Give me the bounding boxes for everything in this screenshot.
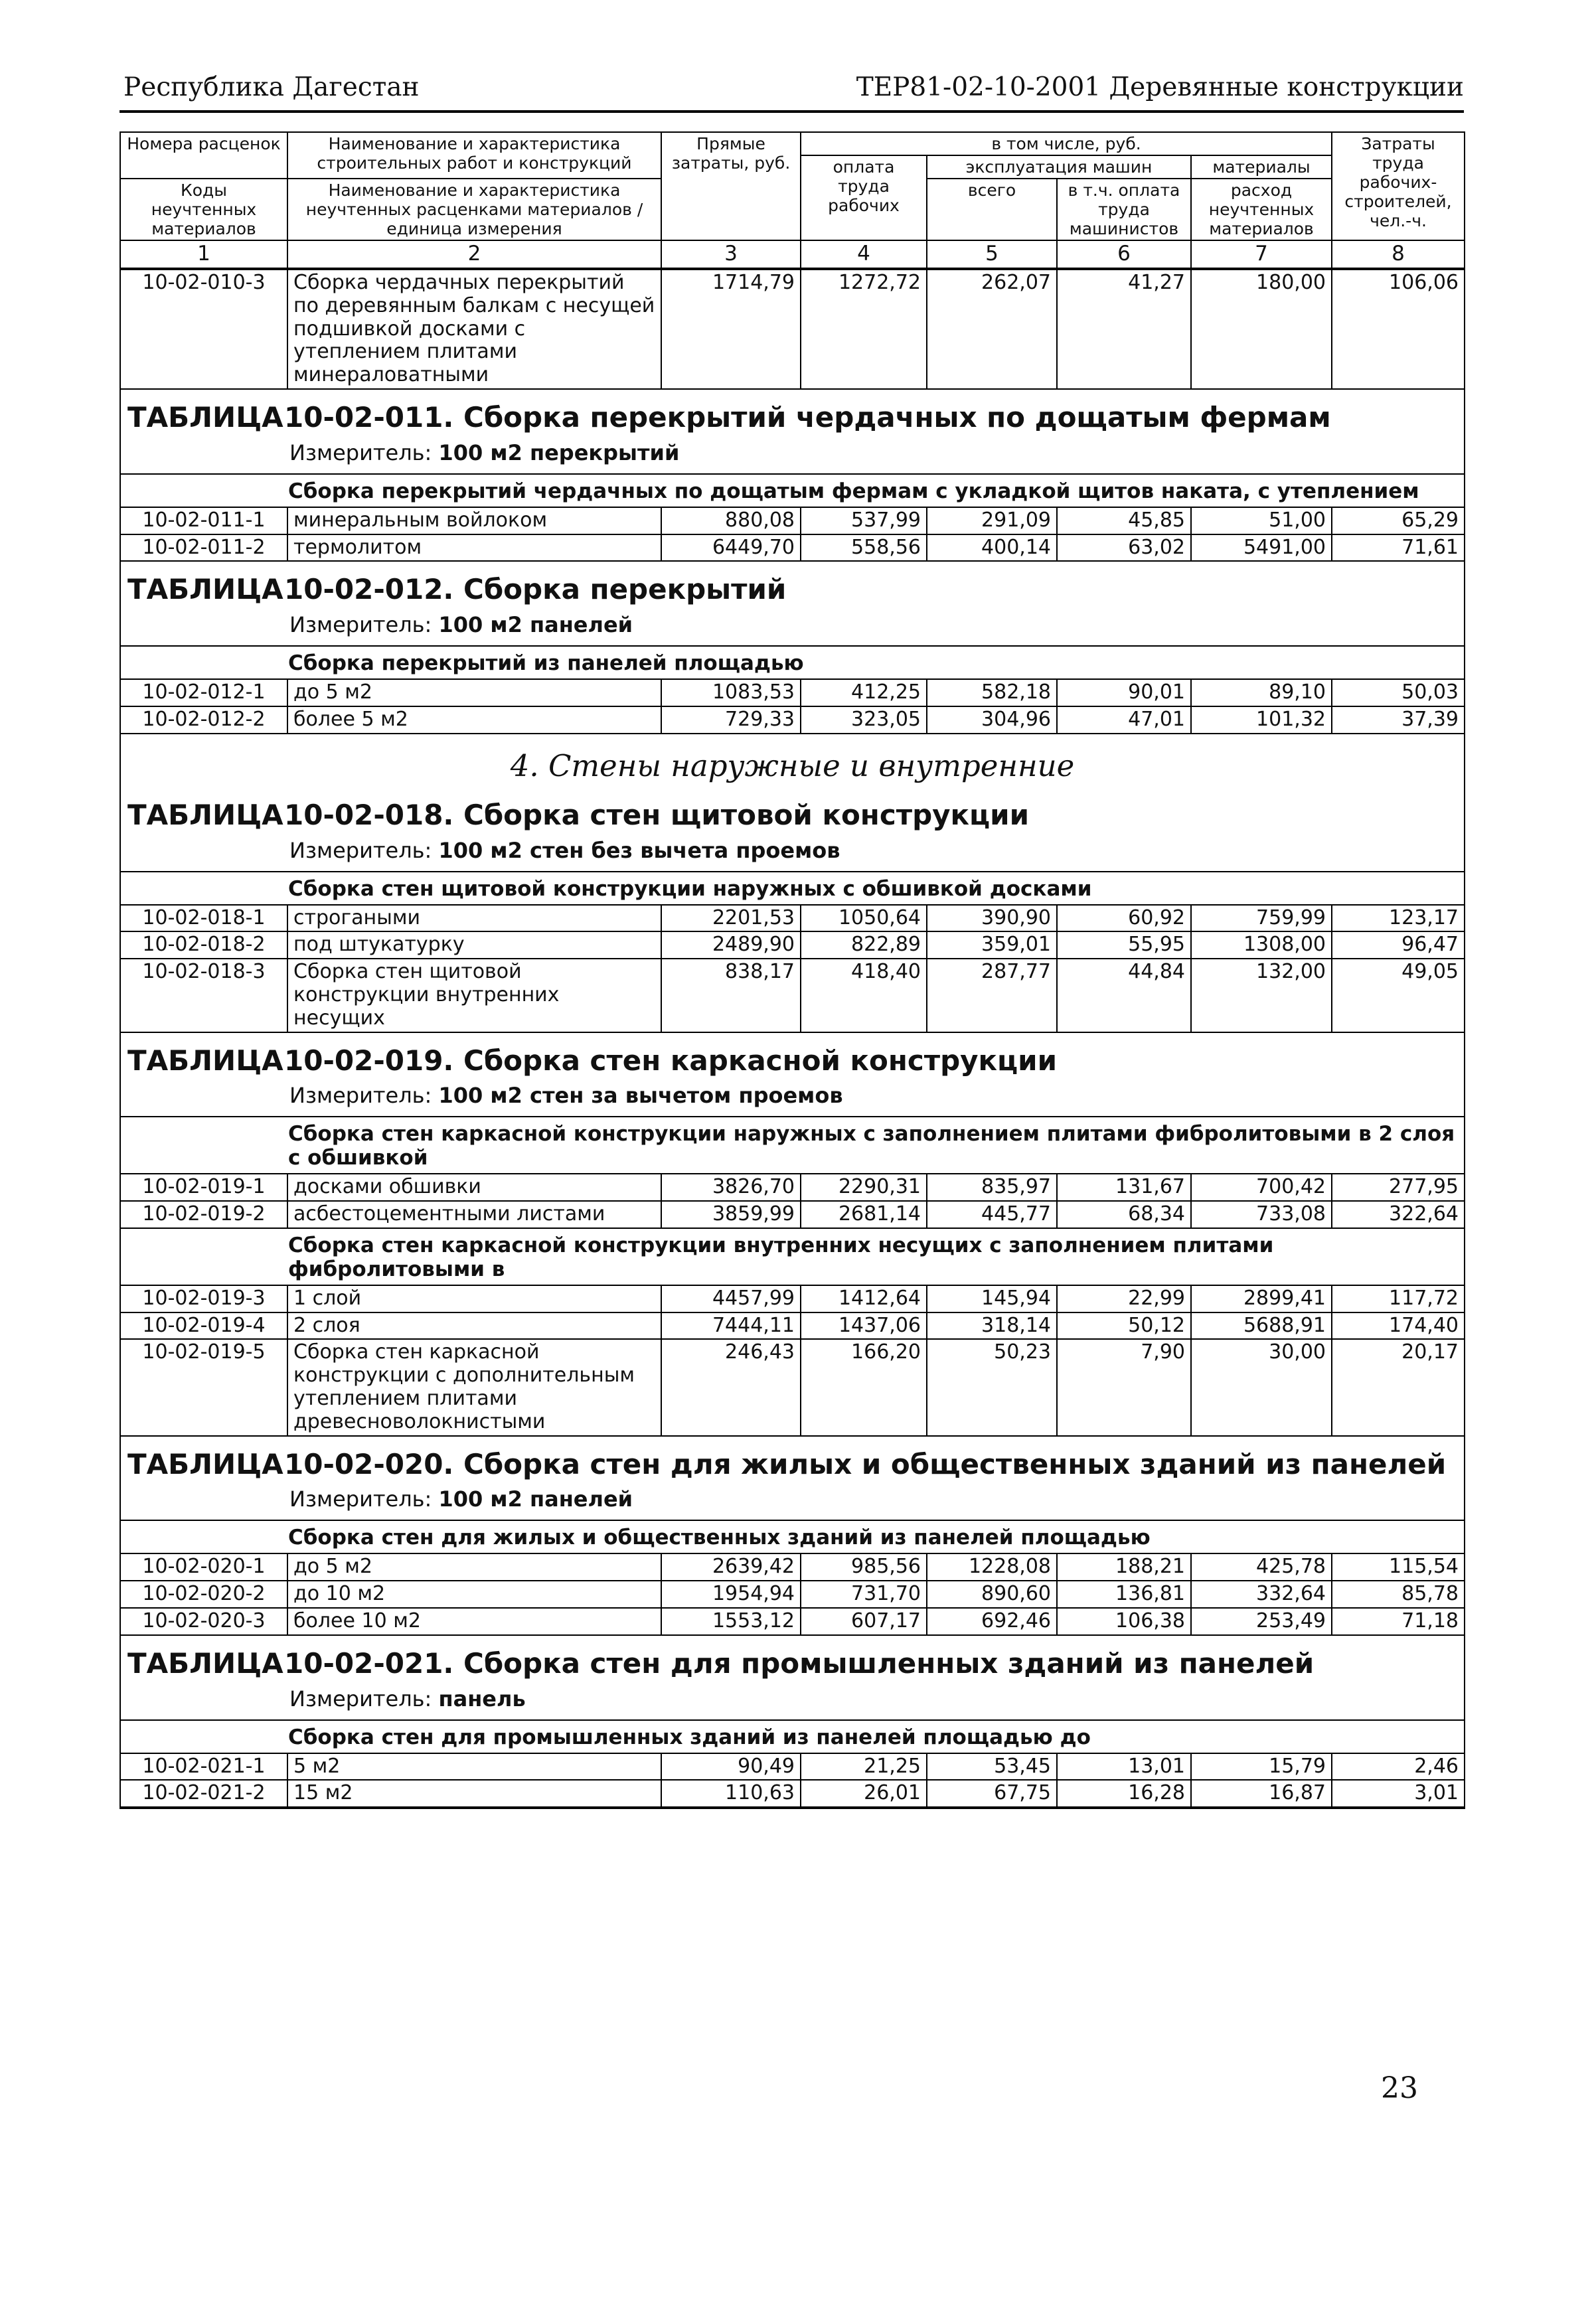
worker-pay: 607,17 xyxy=(801,1608,927,1635)
table-title-row xyxy=(120,1635,1465,1683)
labor-hours: 3,01 xyxy=(1332,1780,1465,1808)
rate-code: 10-02-020-3 xyxy=(120,1608,287,1635)
worker-pay: 21,25 xyxy=(801,1753,927,1781)
machinist-pay: 7,90 xyxy=(1057,1339,1191,1435)
rate-code: 10-02-021-1 xyxy=(120,1753,287,1781)
direct-costs: 3826,70 xyxy=(661,1174,801,1201)
work-name: досками обшивки xyxy=(287,1174,661,1201)
machines-total: 67,75 xyxy=(927,1780,1057,1808)
chapter-title: 4. Стены наружные и внутренние xyxy=(120,734,1465,787)
labor-hours: 65,29 xyxy=(1332,507,1465,534)
meter xyxy=(120,1683,1465,1720)
section-title: Сборка стен для жилых и общественных зданий из панелей площадью xyxy=(120,1520,1465,1553)
labor-hours: 2,46 xyxy=(1332,1753,1465,1781)
meter-row xyxy=(120,1483,1465,1520)
rate-row xyxy=(120,1581,1465,1608)
work-name: асбестоцементными листами xyxy=(287,1201,661,1228)
rate-code: 10-02-012-2 xyxy=(120,706,287,734)
table-title-text: 10-02-021. Сборка стен для промышленных зданий из панелей xyxy=(284,1646,1315,1680)
rate-row xyxy=(120,931,1465,959)
machines-total: 359,01 xyxy=(927,931,1057,959)
table-title xyxy=(120,1635,1465,1683)
rate-row xyxy=(120,1753,1465,1781)
page-header xyxy=(120,66,1464,113)
direct-costs: 1553,12 xyxy=(661,1608,801,1635)
table-title-row xyxy=(120,787,1465,834)
materials-cost: 2899,41 xyxy=(1191,1285,1332,1312)
machinist-pay: 60,92 xyxy=(1057,905,1191,932)
table-label: ТАБЛИЦА xyxy=(127,798,283,831)
work-name: строгаными xyxy=(287,905,661,932)
machinist-pay: 44,84 xyxy=(1057,959,1191,1032)
labor-hours: 123,17 xyxy=(1332,905,1465,932)
work-name: более 10 м2 xyxy=(287,1608,661,1635)
section-title-row xyxy=(120,646,1465,679)
machines-total: 50,23 xyxy=(927,1339,1057,1435)
worker-pay: 1272,72 xyxy=(801,269,927,389)
direct-costs: 4457,99 xyxy=(661,1285,801,1312)
labor-hours: 85,78 xyxy=(1332,1581,1465,1608)
materials-cost: 733,08 xyxy=(1191,1201,1332,1228)
materials-cost: 5688,91 xyxy=(1191,1312,1332,1340)
machines-total: 835,97 xyxy=(927,1174,1057,1201)
materials-cost: 132,00 xyxy=(1191,959,1332,1032)
machines-total: 291,09 xyxy=(927,507,1057,534)
table-title-text: 10-02-020. Сборка стен для жилых и общественных зданий из панелей xyxy=(284,1447,1447,1480)
section-title: Сборка стен каркасной конструкции наружных с заполнением плитами фибролитовыми в 2 слоя с обшивкой xyxy=(120,1117,1465,1174)
materials-cost: 51,00 xyxy=(1191,507,1332,534)
rate-code: 10-02-020-2 xyxy=(120,1581,287,1608)
rate-row xyxy=(120,507,1465,534)
header-machines-total: всего xyxy=(927,179,1057,240)
meter-value: 100 м2 перекрытий xyxy=(438,439,680,465)
direct-costs: 90,49 xyxy=(661,1753,801,1781)
machines-total: 400,14 xyxy=(927,534,1057,562)
worker-pay: 537,99 xyxy=(801,507,927,534)
machinist-pay: 13,01 xyxy=(1057,1753,1191,1781)
direct-costs: 7444,11 xyxy=(661,1312,801,1340)
machines-total: 692,46 xyxy=(927,1608,1057,1635)
machinist-pay: 16,28 xyxy=(1057,1780,1191,1808)
section-title-row xyxy=(120,872,1465,905)
direct-costs: 2201,53 xyxy=(661,905,801,932)
header-direct-costs: Прямые затраты, руб. xyxy=(661,132,801,240)
worker-pay: 822,89 xyxy=(801,931,927,959)
page-number: 23 xyxy=(1381,2071,1418,2105)
work-name: Сборка стен щитовой конструкции внутренних несущих xyxy=(287,959,661,1032)
rate-code: 10-02-019-4 xyxy=(120,1312,287,1340)
machines-total: 287,77 xyxy=(927,959,1057,1032)
rate-code: 10-02-019-5 xyxy=(120,1339,287,1435)
rate-row xyxy=(120,1285,1465,1312)
meter-row xyxy=(120,437,1465,474)
machinist-pay: 55,95 xyxy=(1057,931,1191,959)
work-name: Сборка стен каркасной конструкции с дополнительным утеплением плитами древесноволокнистыми xyxy=(287,1339,661,1435)
direct-costs: 1714,79 xyxy=(661,269,801,389)
labor-hours: 71,18 xyxy=(1332,1608,1465,1635)
rate-row xyxy=(120,534,1465,562)
worker-pay: 26,01 xyxy=(801,1780,927,1808)
work-name: до 10 м2 xyxy=(287,1581,661,1608)
meter xyxy=(120,834,1465,872)
materials-cost: 180,00 xyxy=(1191,269,1332,389)
chapter-title-row xyxy=(120,734,1465,787)
materials-cost: 89,10 xyxy=(1191,679,1332,706)
table-title-text: 10-02-011. Сборка перекрытий чердачных по дощатым фермам xyxy=(284,400,1331,434)
meter xyxy=(120,1483,1465,1520)
machines-total: 53,45 xyxy=(927,1753,1057,1781)
machines-total: 145,94 xyxy=(927,1285,1057,1312)
table-label: ТАБЛИЦА xyxy=(127,573,283,606)
direct-costs: 2489,90 xyxy=(661,931,801,959)
machines-total: 582,18 xyxy=(927,679,1057,706)
worker-pay: 2290,31 xyxy=(801,1174,927,1201)
section-title: Сборка стен щитовой конструкции наружных с обшивкой досками xyxy=(120,872,1465,905)
header-machinist-pay: в т.ч. оплата труда машинистов xyxy=(1057,179,1191,240)
table-title-row xyxy=(120,1436,1465,1484)
meter-row xyxy=(120,834,1465,872)
machinist-pay: 41,27 xyxy=(1057,269,1191,389)
materials-cost: 425,78 xyxy=(1191,1553,1332,1581)
header-document-code: ТЕР81-02-10-2001 Деревянные конструкции xyxy=(856,72,1464,102)
direct-costs: 110,63 xyxy=(661,1780,801,1808)
worker-pay: 731,70 xyxy=(801,1581,927,1608)
labor-hours: 106,06 xyxy=(1332,269,1465,389)
section-title-row xyxy=(120,1720,1465,1753)
header-material-codes: Коды неучтенных материалов xyxy=(120,179,287,240)
worker-pay: 558,56 xyxy=(801,534,927,562)
meter xyxy=(120,609,1465,646)
table-title xyxy=(120,561,1465,609)
rate-row xyxy=(120,679,1465,706)
work-name: 1 слой xyxy=(287,1285,661,1312)
table-title-text: 10-02-019. Сборка стен каркасной конструкции xyxy=(284,1044,1058,1077)
labor-hours: 277,95 xyxy=(1332,1174,1465,1201)
header-work-name: Наименование и характеристика строительных работ и конструкций xyxy=(287,132,661,179)
meter-label: Измеритель: xyxy=(289,837,432,863)
machinist-pay: 90,01 xyxy=(1057,679,1191,706)
direct-costs: 1954,94 xyxy=(661,1581,801,1608)
rate-row xyxy=(120,1553,1465,1581)
machinist-pay: 47,01 xyxy=(1057,706,1191,734)
table-title-text: 10-02-012. Сборка перекрытий xyxy=(284,573,787,606)
machines-total: 262,07 xyxy=(927,269,1057,389)
rate-row xyxy=(120,1174,1465,1201)
table-label: ТАБЛИЦА xyxy=(127,1447,283,1480)
table-body xyxy=(120,269,1465,1808)
table-title xyxy=(120,787,1465,834)
meter-value: 100 м2 стен за вычетом проемов xyxy=(438,1083,843,1109)
machines-total: 445,77 xyxy=(927,1201,1057,1228)
machinist-pay: 50,12 xyxy=(1057,1312,1191,1340)
header-rate-numbers: Номера расценок xyxy=(120,132,287,179)
rate-row xyxy=(120,269,1465,389)
materials-cost: 30,00 xyxy=(1191,1339,1332,1435)
labor-hours: 71,61 xyxy=(1332,534,1465,562)
machinist-pay: 188,21 xyxy=(1057,1553,1191,1581)
meter-row xyxy=(120,609,1465,646)
section-title-row xyxy=(120,1117,1465,1174)
meter-row xyxy=(120,1079,1465,1117)
rate-code: 10-02-010-3 xyxy=(120,269,287,389)
materials-cost: 15,79 xyxy=(1191,1753,1332,1781)
rate-code: 10-02-019-3 xyxy=(120,1285,287,1312)
worker-pay: 2681,14 xyxy=(801,1201,927,1228)
work-name: более 5 м2 xyxy=(287,706,661,734)
work-name: 15 м2 xyxy=(287,1780,661,1808)
rate-row xyxy=(120,1339,1465,1435)
machinist-pay: 63,02 xyxy=(1057,534,1191,562)
section-title: Сборка перекрытий чердачных по дощатым фермам с укладкой щитов наката, с утеплением xyxy=(120,474,1465,507)
rate-row xyxy=(120,1780,1465,1808)
section-title: Сборка перекрытий из панелей площадью xyxy=(120,646,1465,679)
machinist-pay: 136,81 xyxy=(1057,1581,1191,1608)
table-title xyxy=(120,1436,1465,1484)
work-name: 2 слоя xyxy=(287,1312,661,1340)
work-name: минеральным войлоком xyxy=(287,507,661,534)
header-material-consumption: расход неучтенных материалов xyxy=(1191,179,1332,240)
materials-cost: 5491,00 xyxy=(1191,534,1332,562)
direct-costs: 3859,99 xyxy=(661,1201,801,1228)
direct-costs: 2639,42 xyxy=(661,1553,801,1581)
section-title-row xyxy=(120,474,1465,507)
rate-row xyxy=(120,1201,1465,1228)
column-numbers: 1 2 3 4 5 6 7 8 xyxy=(120,240,1465,269)
rate-code: 10-02-018-3 xyxy=(120,959,287,1032)
meter-label: Измеритель: xyxy=(289,1486,432,1512)
section-title-row xyxy=(120,1228,1465,1285)
rate-code: 10-02-019-1 xyxy=(120,1174,287,1201)
worker-pay: 1437,06 xyxy=(801,1312,927,1340)
table-title-row xyxy=(120,389,1465,437)
header-materials: материалы xyxy=(1191,155,1332,179)
table-title xyxy=(120,389,1465,437)
meter-value: 100 м2 стен без вычета проемов xyxy=(438,837,840,863)
machines-total: 304,96 xyxy=(927,706,1057,734)
rate-row xyxy=(120,1608,1465,1635)
table-title-row xyxy=(120,561,1465,609)
worker-pay: 1050,64 xyxy=(801,905,927,932)
meter-value: 100 м2 панелей xyxy=(438,1486,633,1512)
work-name: 5 м2 xyxy=(287,1753,661,1781)
machines-total: 318,14 xyxy=(927,1312,1057,1340)
machinist-pay: 45,85 xyxy=(1057,507,1191,534)
materials-cost: 1308,00 xyxy=(1191,931,1332,959)
direct-costs: 729,33 xyxy=(661,706,801,734)
rate-code: 10-02-021-2 xyxy=(120,1780,287,1808)
direct-costs: 6449,70 xyxy=(661,534,801,562)
worker-pay: 985,56 xyxy=(801,1553,927,1581)
table-label: ТАБЛИЦА xyxy=(127,1646,283,1680)
labor-hours: 322,64 xyxy=(1332,1201,1465,1228)
materials-cost: 16,87 xyxy=(1191,1780,1332,1808)
labor-hours: 117,72 xyxy=(1332,1285,1465,1312)
machines-total: 1228,08 xyxy=(927,1553,1057,1581)
table-header xyxy=(120,132,1465,269)
rate-row xyxy=(120,905,1465,932)
rate-row xyxy=(120,706,1465,734)
meter-label: Измеритель: xyxy=(289,1686,432,1711)
work-name: Сборка чердачных перекрытий по деревянным балкам с несущей подшивкой досками с утеплением плитами минераловатными xyxy=(287,269,661,389)
rate-code: 10-02-012-1 xyxy=(120,679,287,706)
rate-row xyxy=(120,1312,1465,1340)
rate-code: 10-02-019-2 xyxy=(120,1201,287,1228)
machines-total: 390,90 xyxy=(927,905,1057,932)
header-labor-hours: Затраты труда рабочих-строителей, чел.-ч. xyxy=(1332,132,1465,240)
table-title-text: 10-02-018. Сборка стен щитовой конструкции xyxy=(284,798,1030,831)
worker-pay: 166,20 xyxy=(801,1339,927,1435)
table-label: ТАБЛИЦА xyxy=(127,400,283,434)
machines-total: 890,60 xyxy=(927,1581,1057,1608)
work-name: термолитом xyxy=(287,534,661,562)
meter-label: Измеритель: xyxy=(289,1083,432,1109)
work-name: до 5 м2 xyxy=(287,679,661,706)
header-machine-operation: эксплуатация машин xyxy=(927,155,1191,179)
machinist-pay: 106,38 xyxy=(1057,1608,1191,1635)
work-name: под штукатурку xyxy=(287,931,661,959)
worker-pay: 412,25 xyxy=(801,679,927,706)
machinist-pay: 22,99 xyxy=(1057,1285,1191,1312)
section-title: Сборка стен для промышленных зданий из панелей площадью до xyxy=(120,1720,1465,1753)
header-region: Республика Дагестан xyxy=(123,72,420,102)
worker-pay: 418,40 xyxy=(801,959,927,1032)
meter-row xyxy=(120,1683,1465,1720)
header-material-name: Наименование и характеристика неучтенных расценками материалов / единица измерения xyxy=(287,179,661,240)
direct-costs: 1083,53 xyxy=(661,679,801,706)
labor-hours: 37,39 xyxy=(1332,706,1465,734)
header-worker-pay: оплата труда рабочих xyxy=(801,155,927,240)
materials-cost: 700,42 xyxy=(1191,1174,1332,1201)
labor-hours: 20,17 xyxy=(1332,1339,1465,1435)
rate-code: 10-02-018-2 xyxy=(120,931,287,959)
labor-hours: 96,47 xyxy=(1332,931,1465,959)
labor-hours: 115,54 xyxy=(1332,1553,1465,1581)
rate-row xyxy=(120,959,1465,1032)
machinist-pay: 68,34 xyxy=(1057,1201,1191,1228)
machinist-pay: 131,67 xyxy=(1057,1174,1191,1201)
rate-code: 10-02-011-1 xyxy=(120,507,287,534)
direct-costs: 246,43 xyxy=(661,1339,801,1435)
rate-code: 10-02-011-2 xyxy=(120,534,287,562)
meter xyxy=(120,1079,1465,1117)
worker-pay: 323,05 xyxy=(801,706,927,734)
table-label: ТАБЛИЦА xyxy=(127,1044,283,1077)
materials-cost: 332,64 xyxy=(1191,1581,1332,1608)
section-title: Сборка стен каркасной конструкции внутренних несущих с заполнением плитами фибролитовыми в xyxy=(120,1228,1465,1285)
rates-table xyxy=(120,131,1465,1809)
direct-costs: 838,17 xyxy=(661,959,801,1032)
direct-costs: 880,08 xyxy=(661,507,801,534)
meter-value: 100 м2 панелей xyxy=(438,612,633,638)
header-including-group: в том числе, руб. xyxy=(801,132,1332,155)
table-title-row xyxy=(120,1032,1465,1080)
rate-code: 10-02-020-1 xyxy=(120,1553,287,1581)
meter-label: Измеритель: xyxy=(289,439,432,465)
meter xyxy=(120,437,1465,474)
meter-value: панель xyxy=(438,1686,526,1711)
labor-hours: 50,03 xyxy=(1332,679,1465,706)
labor-hours: 174,40 xyxy=(1332,1312,1465,1340)
section-title-row xyxy=(120,1520,1465,1553)
materials-cost: 101,32 xyxy=(1191,706,1332,734)
materials-cost: 253,49 xyxy=(1191,1608,1332,1635)
worker-pay: 1412,64 xyxy=(801,1285,927,1312)
labor-hours: 49,05 xyxy=(1332,959,1465,1032)
meter-label: Измеритель: xyxy=(289,612,432,638)
rate-code: 10-02-018-1 xyxy=(120,905,287,932)
materials-cost: 759,99 xyxy=(1191,905,1332,932)
work-name: до 5 м2 xyxy=(287,1553,661,1581)
table-title xyxy=(120,1032,1465,1080)
